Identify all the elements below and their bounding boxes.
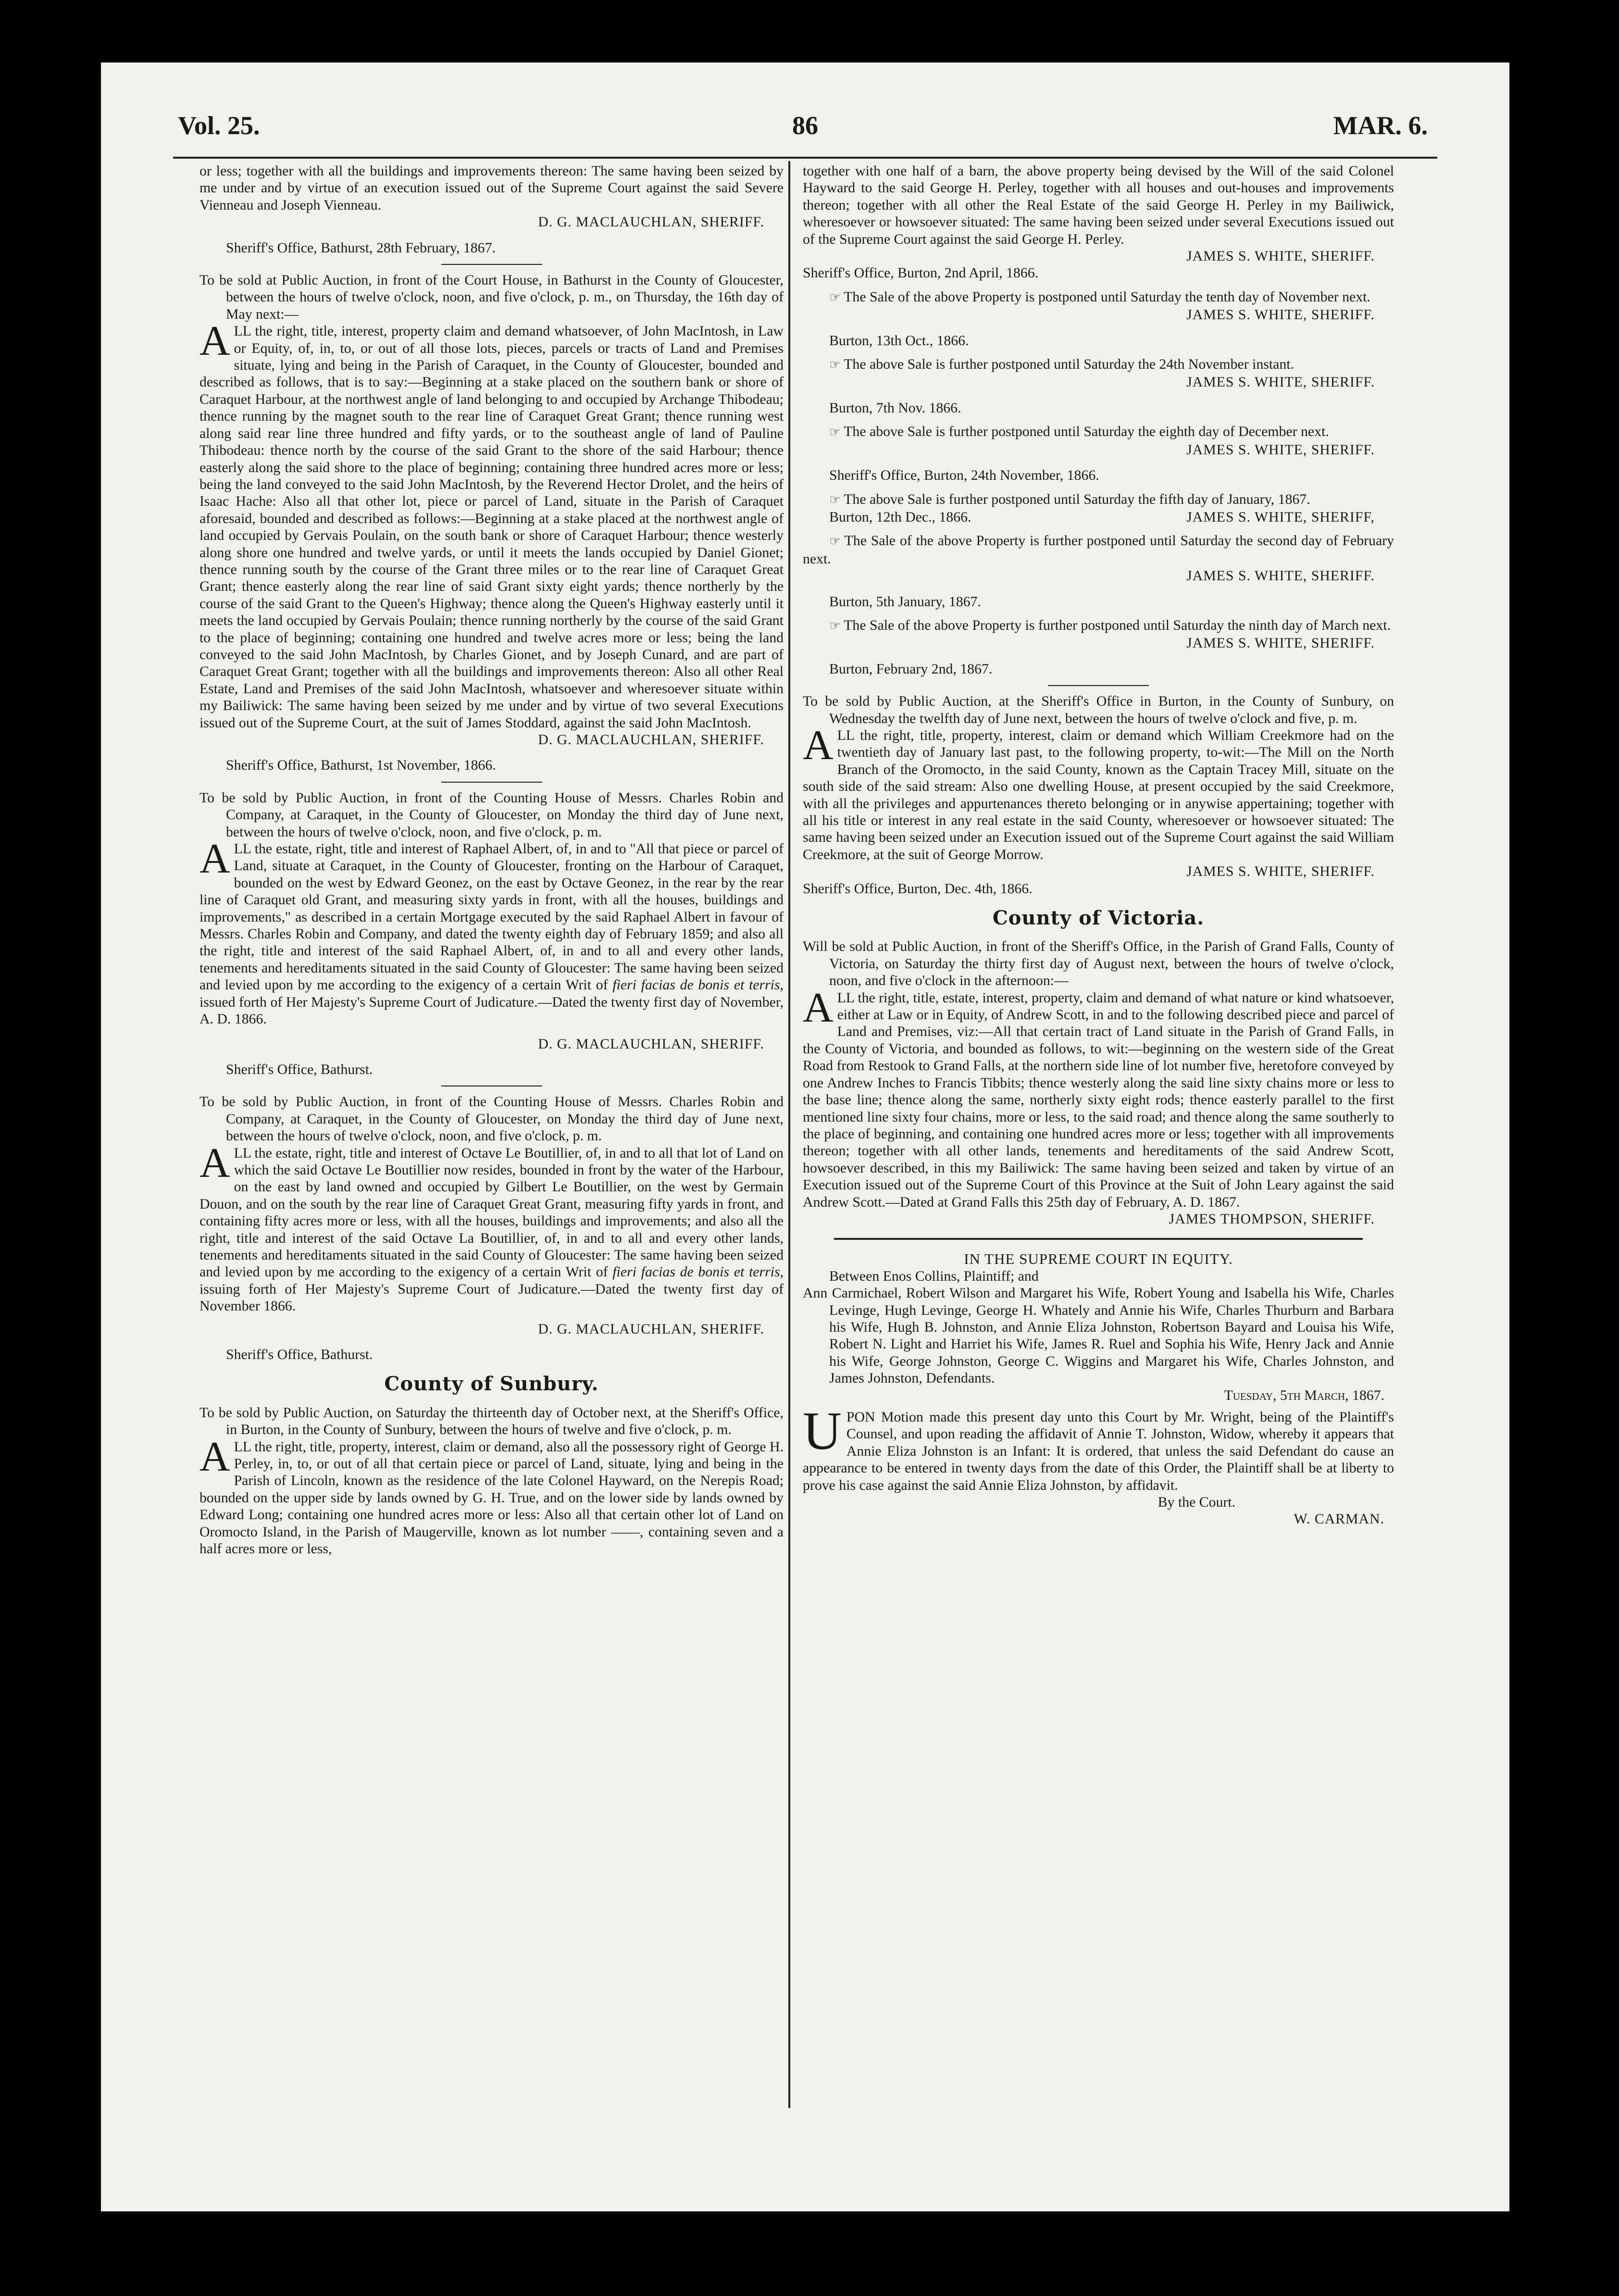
parties-defendants: Ann Carmichael, Robert Wilson and Margaret his Wife, Robert Young and Isabella his Wife, Charles Levinge, Hugh Levinge, George H. Whately and Annie his Wife, Charles Thurburn and Barbara his Wife, Hugh B. Johnston, and Annie Eliza Johnston, Robertson Bayard and Louisa his Wife, Robert N. Light and Harriet his Wife, James R. Ruel and Sophia his Wife, Henry Jack and Annie his Wife, George Johnston, George C. Wiggins and Margaret his Wife, Charles Johnston, and James Johnston, Defendants.	[803, 1285, 1394, 1386]
sale-intro: To be sold at Public Auction, in front of the Court House, in Bathurst in the County of Gloucester, between the hours of twelve o'clock, noon, and five o'clock, p. m., on Thursday, the 16th day of May next:—	[199, 272, 784, 322]
sheriff-signature: JAMES S. WHITE, SHERIFF.	[1186, 441, 1375, 458]
postponement-text: The Sale of the above Property is postponed until Saturday the tenth day of November next.	[844, 288, 1370, 305]
notice-body	[199, 318, 784, 731]
pointing-hand-icon: ☞	[829, 534, 841, 549]
sheriff-signature: D. G. MACLAUCHLAN, SHERIFF.	[538, 1036, 764, 1052]
left-column	[199, 162, 784, 1557]
sale-intro: Will be sold at Public Auction, in front of the Sheriff's Office, in the Parish of Grand Falls, County of Victoria, on Saturday the thirty first day of August next, between the hours of twelve o'clock, noon, and five o'clock in the afternoon:—	[803, 938, 1394, 989]
sale-intro: To be sold by Public Auction, on Saturday the thirteenth day of October next, at the Sheriff's Office, in Burton, in the County of Sunbury, between the hours of twelve and five o'clock, p. m.	[199, 1404, 784, 1438]
notice-body-text: issuing forth of Her Majesty's Supreme Court of Judicature.—Dated the twenty first day of November 1866.	[199, 1281, 784, 1314]
sheriff-signature: JAMES THOMPSON, SHERIFF.	[1169, 1210, 1375, 1227]
sheriff-signature: D. G. MACLAUCHLAN, SHERIFF.	[538, 214, 764, 230]
sale-intro: To be sold by Public Auction, at the Sheriff's Office in Burton, in the County of Sunbury, on Wednesday the twelfth day of June next, between the hours of twelve o'clock and five, p. m.	[803, 693, 1394, 726]
notice-body-text: LL the estate, right, title and interest of Raphael Albert, of, in and to "All that piece or parcel of Land, situate at Caraquet, in the County of Gloucester, fronting on the Harbour of Caraquet, bounded on the west by Edward Geonez, on the east by Octave Geonez, in the rear by the rear line of Caraquet old Grant, and measuring sixty yards in front, with all the houses, buildings and improvements," as described in a certain Mortgage executed by the said Raphael Albert in favour of Messrs. Charles Robin and Company, and dated the twenty eighth day of February 1859; and also all the right, title and interest of the said Raphael Albert, of, in and to all and every other lands, tenements and hereditaments situated in the said County of Gloucester: The same having been seized and levied upon by me according to the exigency of a certain Writ of	[199, 841, 784, 993]
pointing-hand-icon: ☞	[829, 618, 841, 633]
postponement-text: The above Sale is further postponed until Saturday the 24th November instant.	[844, 356, 1294, 373]
office-dateline: Sheriff's Office, Burton, Dec. 4th, 1866.	[803, 880, 1033, 897]
office-dateline: Sheriff's Office, Burton, 24th November, 1866.	[829, 467, 1099, 484]
court-heading: IN THE SUPREME COURT IN EQUITY.	[964, 1250, 1233, 1268]
pointing-hand-icon: ☞	[829, 492, 841, 507]
section-separator	[834, 1238, 1363, 1240]
notice-continuation: together with one half of a barn, the above property being devised by the Will of the said Colonel Hayward to the said George H. Perley, together with all houses and out-houses and improvements thereon; together with all other the Real Estate of the said George H. Perley in my Bailiwick, wheresoever or howsoever situated: The same having been seized under several Executions issued out of the Supreme Court against the said George H. Perley.	[803, 163, 1394, 247]
sheriff-signature: JAMES S. WHITE, SHERIFF.	[1186, 635, 1375, 651]
county-heading: County of Sunbury.	[384, 1373, 599, 1396]
office-dateline: Burton, 13th Oct., 1866.	[829, 332, 969, 349]
sheriff-signature: JAMES S. WHITE, SHERIFF.	[1186, 248, 1375, 264]
court-order-text: PON Motion made this present day unto this Court by Mr. Wright, being of the Plaintiff's Counsel, and upon reading the affidavit of Annie T. Johnston, Widow, whereby it appears that Annie Eliza Johnston is an Infant: It is ordered, that unless the said Defendant do cause an appearance to be entered in twenty days from the date of this Order, the Plaintiff shall be at liberty to prove his case against the said Annie Eliza Johnston, by affidavit.	[803, 1409, 1394, 1493]
postponement-notice	[803, 617, 1394, 635]
office-dateline: Burton, 5th January, 1867.	[829, 593, 981, 610]
volume-label: Vol. 25.	[178, 111, 260, 140]
court-signature: W. CARMAN.	[1294, 1511, 1384, 1527]
order-date: Tuesday, 5th March, 1867.	[1224, 1387, 1384, 1403]
right-column	[803, 162, 1394, 1528]
postponement-notice	[803, 532, 1394, 567]
drop-cap: A	[199, 318, 230, 365]
notice-body	[803, 984, 1394, 1210]
latin-writ: fieri facias de bonis et terris,	[612, 977, 784, 993]
drop-cap: A	[199, 1433, 230, 1480]
notice-separator	[441, 782, 542, 783]
sheriff-signature: D. G. MACLAUCHLAN, SHERIFF.	[538, 732, 764, 748]
notice-body	[803, 722, 1394, 863]
parties-plaintiff: Between Enos Collins, Plaintiff; and	[829, 1268, 1039, 1284]
notice-separator	[1048, 685, 1149, 686]
postponement-notice	[803, 423, 1394, 441]
issue-date: MAR. 6.	[1333, 111, 1428, 140]
sheriff-signature: JAMES S. WHITE, SHERIFF.	[1186, 863, 1375, 880]
column-divider	[788, 161, 790, 2108]
postponement-text: The above Sale is further postponed until Saturday the eighth day of December next.	[844, 424, 1329, 440]
notice-body-text: issued forth of Her Majesty's Supreme Court of Judicature.—Dated the twenty first day of November, A. D. 1866.	[199, 994, 784, 1027]
sheriff-signature: JAMES S. WHITE, SHERIFF.	[1186, 374, 1375, 390]
office-dateline: Burton, 12th Dec., 1866.	[829, 509, 971, 525]
dateline-with-signature	[803, 509, 1394, 525]
pointing-hand-icon: ☞	[829, 358, 841, 373]
sale-intro: To be sold by Public Auction, in front of the Counting House of Messrs. Charles Robin and Company, at Caraquet, in the County of Gloucester, on Monday the third day of June next, between the hours of twelve o'clock, noon, and five o'clock, p. m.	[199, 1094, 784, 1144]
postponement-notice	[803, 356, 1394, 374]
notice-separator	[441, 264, 542, 265]
drop-cap: A	[803, 722, 834, 769]
notice-body-text: LL the estate, right, title and interest of Octave Le Boutillier, of, in and to all that lot of Land on which the said Octave Le Boutillier now resides, bounded in front by the water of the Harbour, on the east by land owned and occupied by Gilbert Le Boutillier, on the west by Germain Douon, and on the south by the rear line of Caraquet Great Grant, measuring fifty yards in front, and containing fifty acres more or less, with all the houses, buildings and improvements; and also all the right, title and interest of the said Octave La Boutillier, of, in and to all and every other lands, tenements and hereditaments situated in the said County of Gloucester: The same having been seized and levied upon by me according to the exigency of a certain Writ of	[199, 1145, 784, 1280]
drop-cap: A	[803, 984, 834, 1031]
latin-writ: fieri facias de bonis et terris,	[612, 1264, 784, 1280]
sheriff-signature: JAMES S. WHITE, SHERIFF,	[1186, 509, 1375, 525]
notice-continuation: or less; together with all the buildings and improvements thereon: The same having been seized by me under and by virtue of an execution issued out of the Supreme Court against the said Severe Vienneau and Joseph Vienneau.	[199, 163, 784, 213]
newspaper-page	[101, 62, 1509, 2211]
notice-body-text: LL the right, title, estate, interest, property, claim and demand of what nature or kind whatsoever, either at Law or in Equity, of Andrew Scott, in and to the following described piece and parcel of Land and Premises, viz:—All that certain tract of Land situate in the Parish of Grand Falls, in the County of Victoria, and bounded as follows, to wit:—beginning on the western side of the Great Road from Restook to Grand Falls, at the northern side line of lot number five, heretofore conveyed by one Andrew Inches to Francis Tibbits; thence westerly along the said line sixty chains more or less to the base line; thence along the same, northerly sixty eight rods; thence easterly parallel to the first mentioned line sixty four chains, more or less, to the said road; and thence along the same southerly to the place of beginning, and containing one hundred acres more or less; together with all improvements thereon; together with all other lands, tenements and hereditaments of the said Andrew Scott, howsoever described, in this my Bailiwick: The same having been seized and taken by virtue of an Execution issued out of the Supreme Court of this Province at the Suit of John Leary against the said Andrew Scott.—Dated at Grand Falls this 25th day of February, A. D. 1867.	[803, 989, 1394, 1210]
drop-cap: A	[199, 1139, 230, 1186]
county-heading: County of Victoria.	[992, 907, 1205, 930]
office-dateline: Sheriff's Office, Bathurst.	[226, 1347, 373, 1362]
sale-intro: To be sold by Public Auction, in front of the Counting House of Messrs. Charles Robin and Company, at Caraquet, in the County of Gloucester, on Monday the third day of June next, between the hours of twelve o'clock, noon, and five o'clock, p. m.	[199, 789, 784, 840]
postponement-text: The Sale of the above Property is further postponed until Saturday the ninth day of March next.	[844, 617, 1391, 633]
pointing-hand-icon: ☞	[829, 425, 841, 440]
postponement-text: The above Sale is further postponed until Saturday the fifth day of January, 1867.	[844, 491, 1310, 507]
postponement-notice	[803, 491, 1394, 509]
notice-body-text: LL the right, title, property, interest, claim or demand, also all the possessory right of George H. Perley, in, to, or out of all that certain piece or parcel of Land, situate, lying and being in the Parish of Lincoln, known as the residence of the late Colonel Hayward, on the Nerepis Road; bounded on the upper side by lands owned by G. H. True, and on the lower side by lands owned by Edward Long; containing one hundred acres more or less: Also all that certain other lot of Land on Oromocto Island, in the Parish of Maugerville, known as lot number ——, containing seven and a half acres more or less,	[199, 1438, 784, 1557]
office-dateline: Sheriff's Office, Bathurst.	[226, 1061, 373, 1077]
pointing-hand-icon: ☞	[829, 290, 841, 305]
drop-cap: U	[803, 1401, 842, 1461]
notice-body-text: LL the right, title, property, interest, claim or demand which William Creekmore had on the twentieth day of January last past, to the following property, to-wit:—The Mill on the North Branch of the Oromocto, in the said County, known as the Captain Tracey Mill, situate on the south side of the said stream: Also one dwelling House, at present occupied by the said Creekmore, with all the privileges and appurtenances thereto belonging or in anywise appertaining; together with all his title or interest in any real estate in the said County, wheresoever or howsoever situated: The same having been seized under an Execution issued out of the Supreme Court against the said William Creekmore, at the suit of George Morrow.	[803, 727, 1394, 862]
office-dateline: Sheriff's Office, Bathurst, 1st November, 1866.	[226, 757, 496, 774]
postponement-text: The Sale of the above Property is further postponed until Saturday the second day of February next.	[803, 533, 1394, 567]
notice-body	[199, 836, 784, 1027]
notice-body	[199, 1433, 784, 1558]
office-dateline: Sheriff's Office, Bathurst, 28th February, 1867.	[226, 239, 496, 256]
sheriff-signature: JAMES S. WHITE, SHERIFF.	[1186, 568, 1375, 584]
notice-body-text: LL the right, title, interest, property claim and demand whatsoever, of John MacIntosh, in Law or Equity, of, in, to, or out of all those lots, pieces, parcels or tracts of Land and Premises situate, lying and being in the Parish of Caraquet, in the County of Gloucester, bounded and described as follows, that is to say:—Beginning at a stake placed on the southern bank or shore of Caraquet Harbour, at the northwest angle of land belonging to and occupied by Archange Thibodeau; thence running by the magnet south to the rear line of Caraquet Great Grant; thence running west along said rear line three hundred and fifty yards, or to the southeast angle of land of Pauline Thibodeau: thence north by the course of the said Grant to the shore of the said Harbour; thence easterly along the said shore to the place of beginning; containing three hundred acres more or less; being the land conveyed to the said John MacIntosh, by the Reverend Hector Drolet, and the heirs of Isaac Hache: Also all that other lot, piece or parcel of Land, situate in the Parish of Caraquet aforesaid, bounded and described as follows:—Beginning at a stake placed at the northwest angle of land occupied by Gervais Poulain, on the south bank or shore of Caraquet Harbour; thence westerly along shore one hundred and twelve yards, or until it meets the lands occupied by Daniel Gionet; thence running south by the course of the Grant three miles or to the rear line of Caraquet Great Grant; thence easterly along the rear line of said Grant sixty eight yards; thence northerly by the course of the said Grant to the Queen's Highway; thence along the Queen's Highway easterly until it meets the land occupied by Gervais Poulain; thence running northerly by the course of the said Grant to the place of beginning; containing one hundred and twelve acres more or less; being the land conveyed to the said John MacIntosh, by Charles Gionet, and by Joseph Cunard, and are part of Caraquet Great Grant; together with all the buildings and improvements thereon: Also all other Real Estate, Land and Premises of the said John MacIntosh, whatsoever and wheresoever situate within my Bailiwick: The same having been seized by me under and by virtue of two several Executions issued out of the Supreme Court, at the suit of James Stoddard, against the said John MacIntosh.	[199, 323, 784, 731]
office-dateline: Burton, February 2nd, 1867.	[829, 661, 993, 677]
postponement-notice	[803, 288, 1394, 306]
court-order-body	[803, 1401, 1394, 1494]
drop-cap: A	[199, 836, 230, 883]
page-number: 86	[792, 111, 818, 140]
header-rule	[173, 157, 1437, 159]
page-header	[101, 111, 1509, 154]
sheriff-signature: JAMES S. WHITE, SHERIFF.	[1186, 307, 1375, 323]
office-dateline: Burton, 7th Nov. 1866.	[829, 399, 961, 416]
office-dateline: Sheriff's Office, Burton, 2nd April, 1866.	[803, 265, 1039, 281]
sheriff-signature: D. G. MACLAUCHLAN, SHERIFF.	[538, 1321, 764, 1337]
by-the-court: By the Court.	[1158, 1494, 1235, 1510]
notice-body	[199, 1139, 784, 1315]
